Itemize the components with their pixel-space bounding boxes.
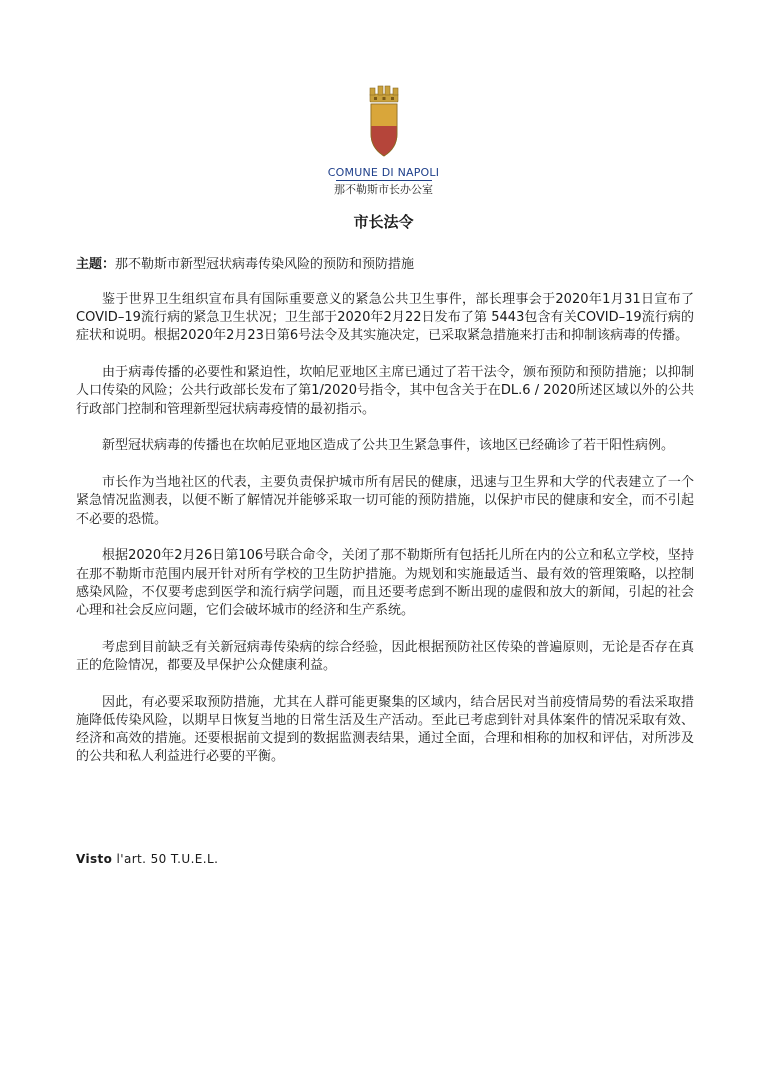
visto-label: Visto: [76, 852, 113, 866]
org-name-text: COMUNE DI NAPOLI: [327, 166, 440, 179]
paragraph: 因此，有必要采取预防措施，尤其在人群可能更聚集的区域内，结合居民对当前疫情局势的看法采取措施降低传染风险，以期早日恢复当地的日常生活及生产活动。至此已考虑到针对具体案件的情况采取有效、经济和高效的措施。还要根据前文提到的数据监测表结果，通过全面，合理和相称的加权和评估，对所涉及的公共和私人利益进行必要的平衡。: [76, 694, 694, 765]
org-name-underline: [336, 180, 432, 181]
city-crest-icon: [352, 84, 416, 162]
paragraph: 市长作为当地社区的代表，主要负责保护城市所有居民的健康，迅速与卫生界和大学的代表建立了一个紧急情况监测表，以便不断了解情况并能够采取一切可能的预防措施，以保护市民的健康和安全，而不引起不必要的恐慌。: [76, 475, 694, 527]
paragraph: 考虑到目前缺乏有关新冠病毒传染病的综合经验，因此根据预防社区传染的普遍原则，无论是否存在真正的危险情况，都要及早保护公众健康利益。: [76, 639, 694, 674]
document-body: [76, 291, 694, 785]
paragraph: 鉴于世界卫生组织宣布具有国际重要意义的紧急公共卫生事件，部长理事会于2020年1月31日宣布了COVID–19流行病的紧急卫生状况；卫生部于2020年2月22日发布了第 5443包含有关COVID–19流行病的症状和说明。根据2020年2月23日第6号法令及其实施决定，已采取紧急措施来打击和抑制该病毒的传播。: [76, 292, 694, 344]
paragraph: 由于病毒传播的必要性和紧迫性，坎帕尼亚地区主席已通过了若干法令，颁布预防和预防措施；以抑制人口传染的风险；公共行政部长发布了第1/2020号指令，其中包含关于在DL.6 / 2020所述区域以外的公共行政部门控制和管理新型冠状病毒疫情的最初指示。: [76, 365, 694, 417]
office-name: 那不勒斯市长办公室: [334, 183, 433, 196]
subject-label: 主题：: [76, 257, 116, 272]
document-title: 市长法令: [353, 213, 414, 231]
paragraph: 新型冠状病毒的传播也在坎帕尼亚地区造成了公共卫生紧急事件，该地区已经确诊了若干阳性病例。: [102, 438, 675, 454]
paragraph: 根据2020年2月26日第106号联合命令，关闭了那不勒斯所有包括托儿所在内的公立和私立学校，坚持在那不勒斯市范围内展开针对所有学校的卫生防护措施。为规划和实施最适当、最有效的管理策略，以控制感染风险，不仅要考虑到医学和流行病学问题，而且还要考虑到不断出现的虚假和放大的新闻，引起的社会心理和社会反应问题，它们会破坏城市的经济和生产系统。: [76, 548, 694, 619]
closing-reference: l'art. 50 T.U.E.L.: [112, 852, 219, 866]
subject-line: [76, 256, 696, 274]
subject-text: 那不勒斯市新型冠状病毒传染风险的预防和预防措施: [115, 257, 415, 272]
closing-line: [76, 851, 218, 867]
org-name: [0, 166, 767, 181]
letterhead: [0, 84, 767, 197]
